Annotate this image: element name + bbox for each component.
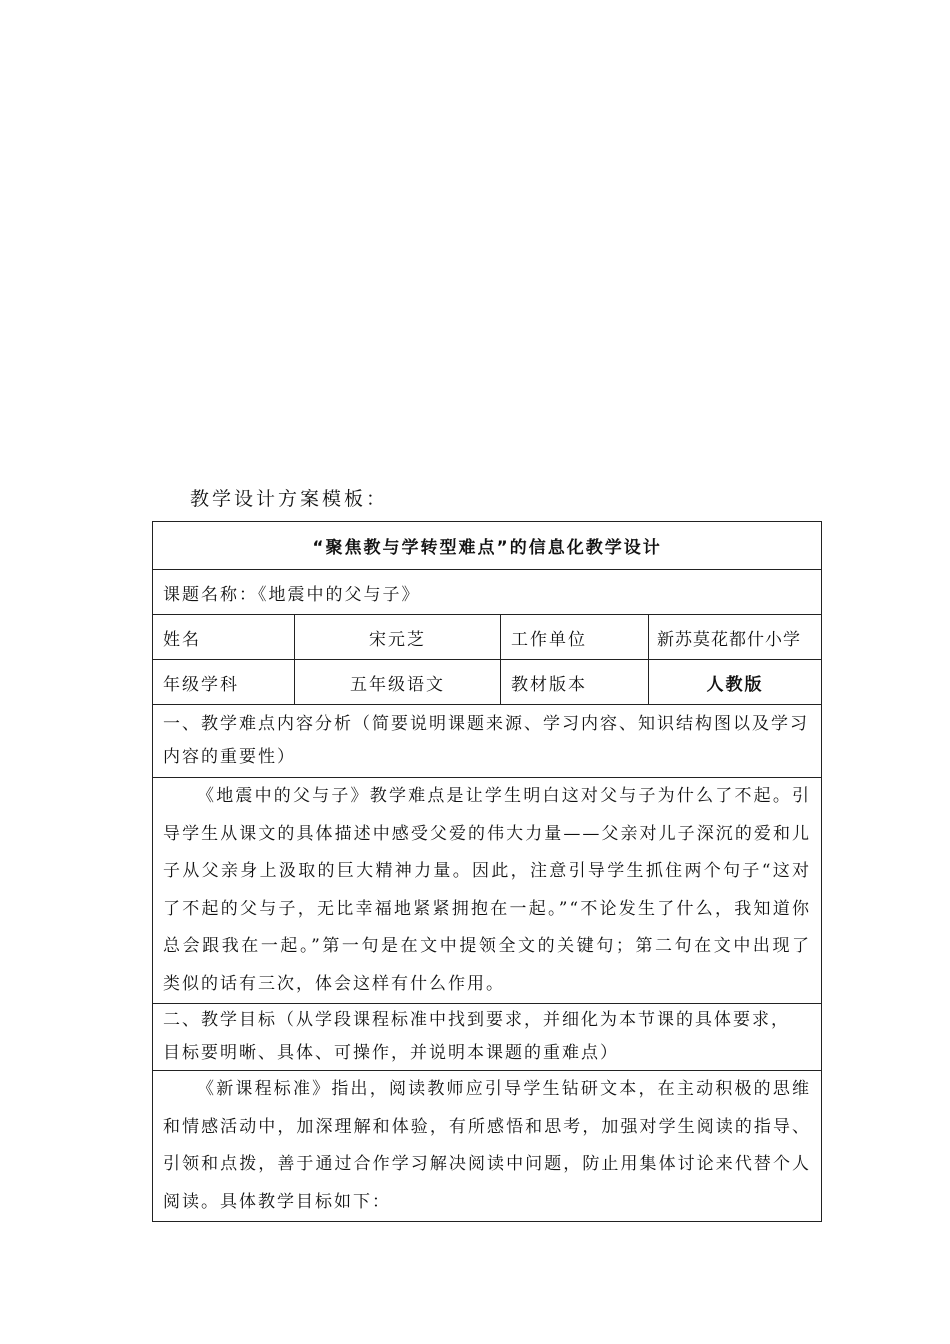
section1-body-row [153, 778, 822, 1004]
edition-value: 人教版 [649, 660, 822, 705]
section2-body-row [153, 1071, 822, 1222]
name-row [153, 615, 822, 660]
section2-heading-line1: 二、教学目标（从学段课程标准中找到要求，并细化为本节课的具体要求， [163, 1010, 790, 1030]
section2-body-cell [153, 1071, 822, 1222]
title-row [153, 522, 822, 570]
section2-heading-row [153, 1004, 822, 1071]
section1-heading-row [153, 705, 822, 778]
section2-body: 《新课程标准》指出，阅读教师应引导学生钻研文本，在主动积极的思维和情感活动中，加深理解和体验，有所感悟和思考，加强对学生阅读的指导、引领和点拨，善于通过合作学习解决阅读中问题，防止用集体讨论来代替个人阅读。具体教学目标如下： [163, 1079, 812, 1212]
grade-label: 年级学科 [153, 660, 295, 705]
table-title: “聚焦教与学转型难点”的信息化教学设计 [153, 522, 822, 570]
unit-value: 新苏莫花都什小学 [649, 615, 822, 660]
edition-label: 教材版本 [501, 660, 649, 705]
lesson-design-table [152, 521, 822, 1222]
grade-row [153, 660, 822, 705]
grade-value: 五年级语文 [295, 660, 501, 705]
name-value: 宋元芝 [295, 615, 501, 660]
section1-body: 《地震中的父与子》教学难点是让学生明白这对父与子为什么了不起。引导学生从课文的具体描述中感受父爱的伟大力量——父亲对儿子深沉的爱和儿子从父亲身上汲取的巨大精神力量。因此，注意引导学生抓住两个句子“这对了不起的父与子，无比幸福地紧紧拥抱在一起。”“不论发生了什么，我知道你总会跟我在一起。”第一句是在文中提领全文的关键句；第二句在文中出现了类似的话有三次，体会这样有什么作用。 [163, 786, 812, 994]
name-label: 姓名 [153, 615, 295, 660]
unit-label: 工作单位 [501, 615, 649, 660]
section2-heading-cell [153, 1004, 822, 1071]
section1-heading: 一、教学难点内容分析（简要说明课题来源、学习内容、知识结构图以及学习内容的重要性） [153, 705, 822, 778]
topic-cell: 课题名称：《地震中的父与子》 [153, 570, 822, 615]
topic-row [153, 570, 822, 615]
section1-body-cell [153, 778, 822, 1004]
section2-heading-line2: 目标要明晰、具体、可操作，并说明本课题的重难点） [163, 1043, 619, 1063]
document-heading: 教学设计方案模板： [190, 488, 389, 510]
